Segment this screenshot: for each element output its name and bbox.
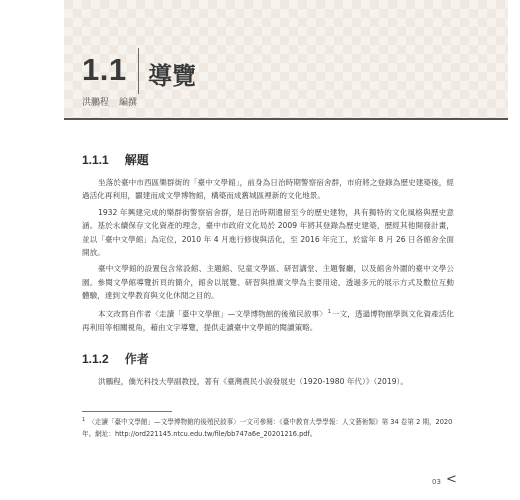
header-rule bbox=[64, 118, 508, 120]
footnote bbox=[82, 415, 454, 440]
section-heading-2 bbox=[82, 350, 149, 367]
footnote-number: 1 bbox=[82, 417, 86, 423]
previous-page-arrow-icon[interactable]: < bbox=[446, 472, 457, 487]
section-body-2 bbox=[82, 375, 454, 391]
footnote-text: 〈走讀「臺中文學館」—文學博物館的後殖民敘事〉一文可參閱：《臺中教育大學學報：人文藝術類》第 34 卷第 2 期，2020 年。網址：http://ord221145.ntcu.edu.tw/file/bb747a6e_20201216.pdf。 bbox=[82, 418, 453, 438]
section-number: 1.1.1 bbox=[82, 153, 109, 167]
section-title: 作者 bbox=[124, 352, 149, 366]
paragraph-text: 本文改寫自作者〈走讀「臺中文學館」—文學博物館的後殖民敘事〉 bbox=[98, 309, 327, 319]
author-name: 洪鵬程 bbox=[82, 98, 110, 108]
chapter-number: 1.1 bbox=[82, 52, 127, 87]
chapter-divider bbox=[138, 48, 139, 94]
paragraph: 1932 年興建完成的樂群街警察宿舍群，是日治時期遺留至今的歷史建物，具有獨特的文化風格與歷史意涵。基於永續保存文化資產的理念，臺中市政府文化局於 2009 年將其登錄為歷史建築，歷經其他開發計畫，並以「臺中文學館」為定位，2010 年 4 月進行修復與活化，至 2016 年完工，於當年 8 月 26 日各館舍全面開放。 bbox=[82, 207, 454, 258]
chapter-title: 導覽 bbox=[148, 62, 196, 90]
page-number: 03 bbox=[432, 478, 441, 486]
footnote-reference[interactable]: 1 bbox=[327, 308, 331, 315]
author-role: 編撰 bbox=[119, 98, 138, 108]
paragraph: 洪鵬程，僑光科技大學副教授，著有《臺灣農民小說發展史（1920-1980 年代）》（2019）。 bbox=[98, 377, 408, 386]
paragraph bbox=[82, 306, 454, 334]
paragraph: 坐落於臺中市西區樂群街的「臺中文學館」，前身為日治時期警察宿舍群，市府將之登錄為歷史建築後，經過活化再利用，闢建而成文學博物館，構築而成舊城區裡新的文化地景。 bbox=[82, 178, 454, 201]
paragraph: 臺中文學館的設置包含常設館、主題館、兒童文學區、研習講堂、主題餐廳，以及館舍外圍的臺中文學公園。參閱文學館導覽折頁的簡介，館舍以展覽、研習與推廣文學為主要用途，透過多元的展示方式及數位互動體驗，達到文學教育與文化休閒之目的。 bbox=[82, 264, 454, 301]
section-title: 解題 bbox=[124, 153, 149, 167]
section-number: 1.1.2 bbox=[82, 352, 109, 366]
section-body-1 bbox=[82, 176, 454, 337]
section-heading-1 bbox=[82, 151, 149, 168]
paragraph-text: 一文，透過博物館學與文化資產活化再利用等相關視角，藉由文字導覽，提供走讀臺中文學館的閱讀策略。 bbox=[82, 309, 455, 332]
author-line bbox=[82, 95, 137, 108]
footnote-rule bbox=[82, 411, 172, 412]
